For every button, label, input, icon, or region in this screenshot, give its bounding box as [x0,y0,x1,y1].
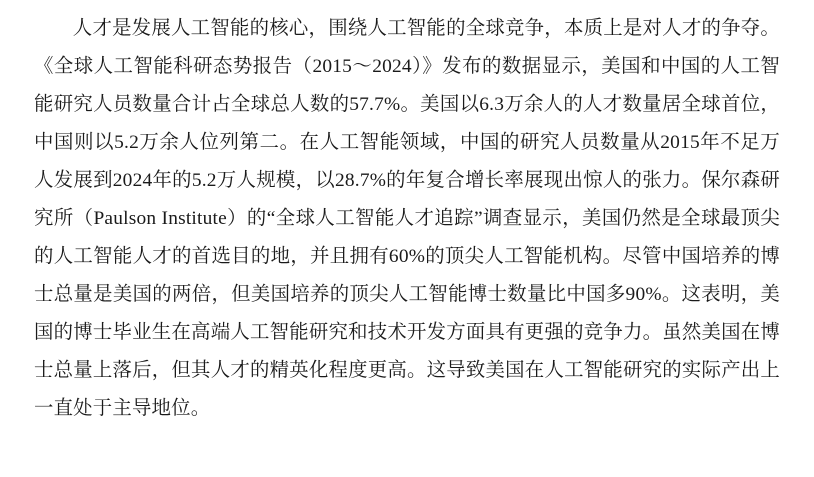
body-paragraph: 人才是发展人工智能的核心，围绕人工智能的全球竞争，本质上是对人才的争夺。《全球人工智能科研态势报告（2015～2024）》发布的数据显示，美国和中国的人工智能研究人员数量合计占全球总人数的57.7%。美国以6.3万余人的人才数量居全球首位，中国则以5.2万余人位列第二。在人工智能领域，中国的研究人员数量从2015年不足万人发展到2024年的5.2万人规模，以28.7%的年复合增长率展现出惊人的张力。保尔森研究所（Paulson Institute）的“全球人工智能人才追踪”调查显示，美国仍然是全球最顶尖的人工智能人才的首选目的地，并且拥有60%的顶尖人工智能机构。尽管中国培养的博士总量是美国的两倍，但美国培养的顶尖人工智能博士数量比中国多90%。这表明，美国的博士毕业生在高端人工智能研究和技术开发方面具有更强的竞争力。虽然美国在博士总量上落后，但其人才的精英化程度更高。这导致美国在人工智能研究的实际产出上一直处于主导地位。 [34,18,780,419]
